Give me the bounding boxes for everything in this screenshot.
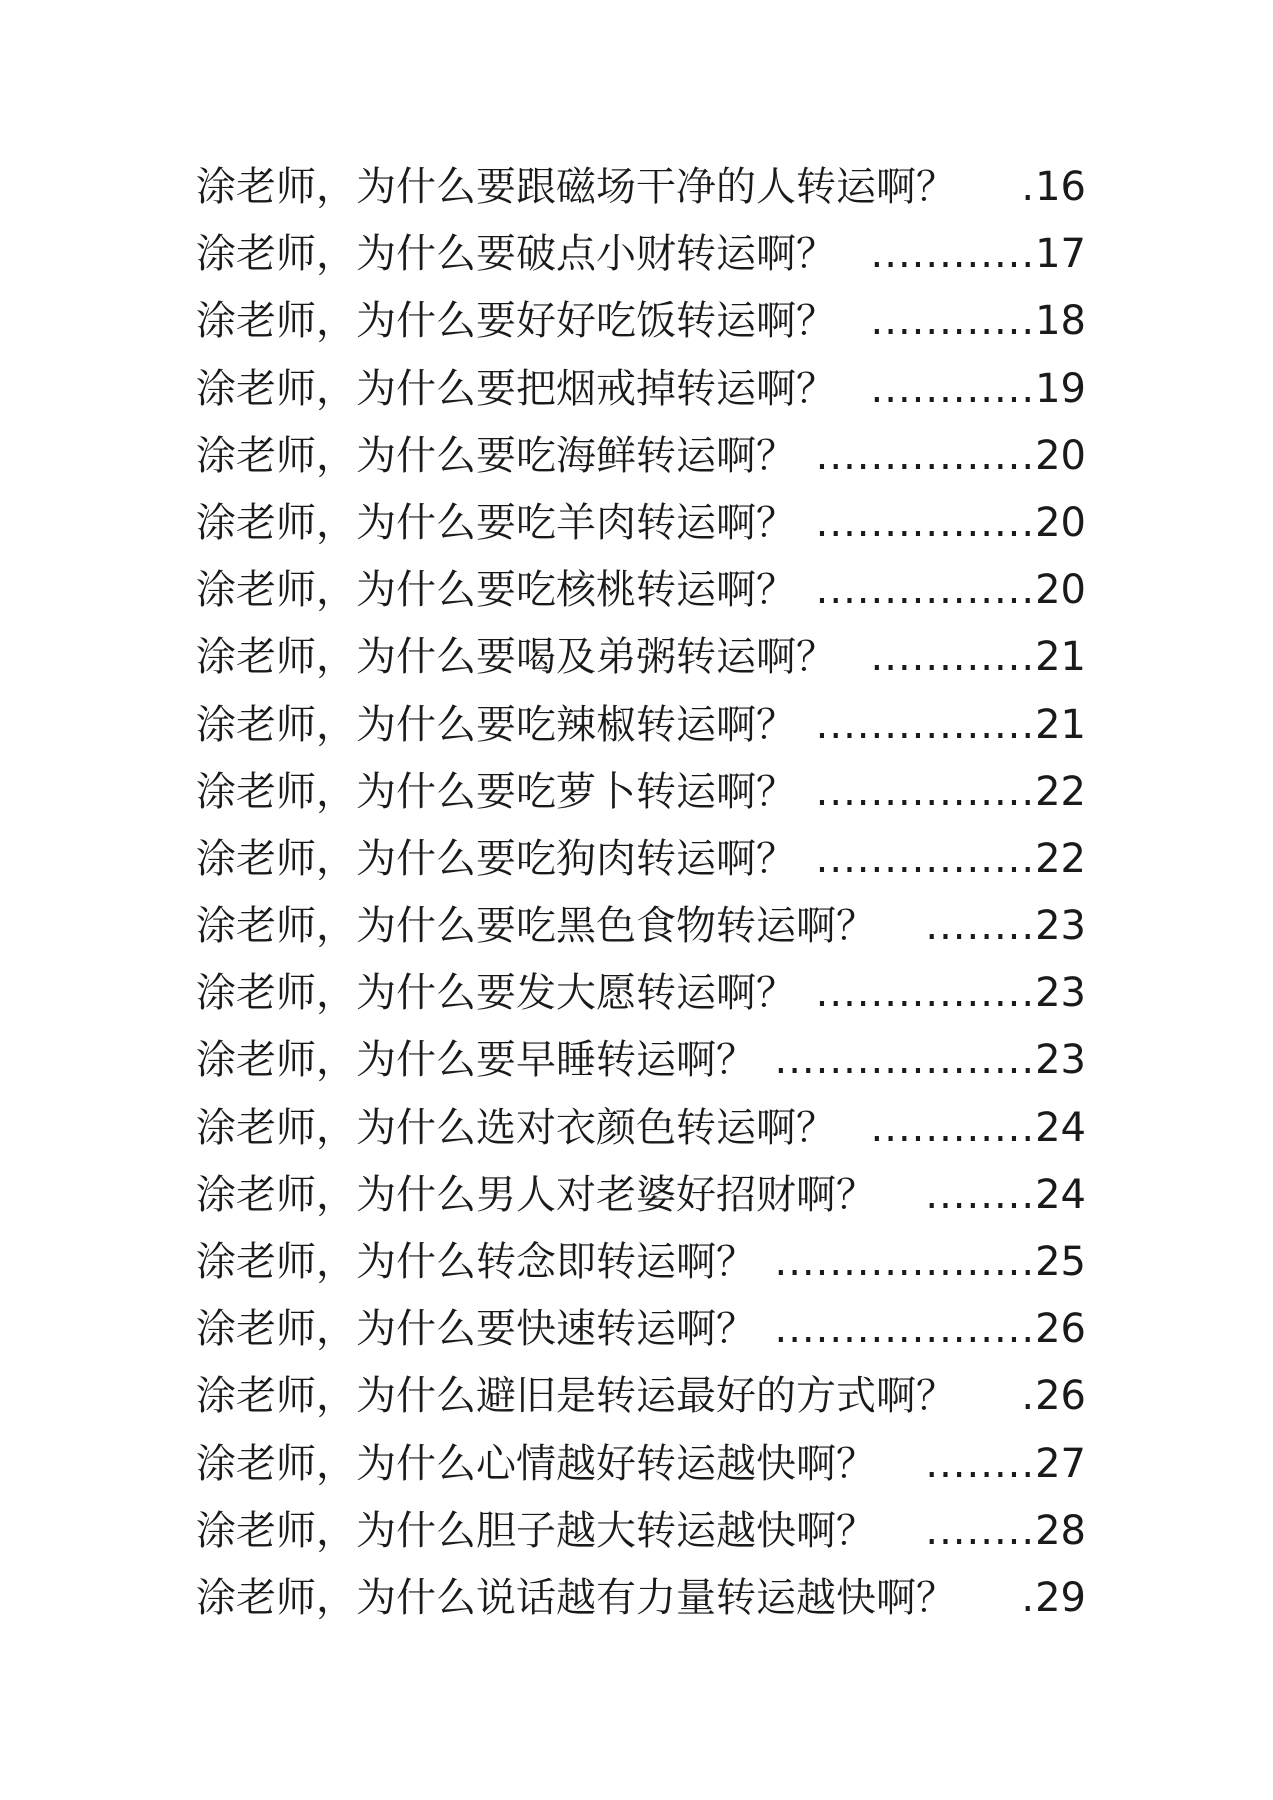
toc-entry-title: 涂老师，为什么要吃狗肉转运啊？ [196, 835, 796, 882]
toc-page-number: 23 [1035, 1037, 1086, 1084]
toc-entry-title: 涂老师，为什么要破点小财转运啊？ [196, 231, 836, 278]
toc-entry-title: 涂老师，为什么要好好吃饭转运啊？ [196, 298, 836, 345]
toc-entry[interactable] [196, 154, 1086, 221]
toc-dot-leader: ................... [774, 1037, 1036, 1084]
toc-entry-title: 涂老师，为什么要快速转运啊？ [196, 1306, 756, 1353]
toc-entry[interactable] [196, 1296, 1086, 1363]
toc-entry[interactable] [196, 692, 1086, 759]
toc-entry[interactable] [196, 356, 1086, 423]
toc-entry-title: 涂老师，为什么心情越好转运越快啊？ [196, 1440, 876, 1487]
toc-dot-leader: ................ [815, 970, 1036, 1017]
toc-dot-leader: ........ [925, 1171, 1036, 1218]
toc-entry-title: 涂老师，为什么要喝及弟粥转运啊？ [196, 634, 836, 681]
toc-page-number: 24 [1035, 1171, 1086, 1218]
toc-entry[interactable] [196, 1095, 1086, 1162]
toc-entry-title: 涂老师，为什么要吃萝卜转运啊？ [196, 768, 796, 815]
toc-dot-leader: ................ [815, 499, 1036, 546]
toc-page-number: 27 [1035, 1440, 1086, 1487]
toc-entry-title: 涂老师，为什么要吃海鲜转运啊？ [196, 432, 796, 479]
toc-dot-leader: ........ [925, 1507, 1036, 1554]
toc-dot-leader: ................... [774, 1306, 1036, 1353]
toc-dot-leader: ................ [815, 701, 1036, 748]
toc-entry-title: 涂老师，为什么胆子越大转运越快啊？ [196, 1507, 876, 1554]
toc-dot-leader: ................ [815, 432, 1036, 479]
toc-entry[interactable] [196, 624, 1086, 691]
toc-entry[interactable] [196, 557, 1086, 624]
toc-dot-leader: . [1021, 164, 1036, 210]
toc-page-number: 22 [1035, 835, 1086, 882]
toc-entry-title: 涂老师，为什么要发大愿转运啊？ [196, 970, 796, 1017]
toc-entry-title: 涂老师，为什么转念即转运啊？ [196, 1239, 756, 1285]
toc-entry[interactable] [196, 288, 1086, 355]
toc-entry-title: 涂老师，为什么要吃羊肉转运啊？ [196, 499, 796, 546]
toc-dot-leader: . [1021, 1574, 1036, 1621]
toc-entry[interactable] [196, 1565, 1086, 1632]
toc-entry-title: 涂老师，为什么要跟磁场干净的人转运啊？ [196, 164, 956, 210]
toc-page-number: 24 [1035, 1104, 1086, 1151]
toc-dot-leader: ............ [870, 298, 1036, 345]
toc-dot-leader: ............ [870, 634, 1036, 681]
toc-page-number: 26 [1035, 1373, 1086, 1420]
toc-entry-title: 涂老师，为什么要早睡转运啊？ [196, 1037, 756, 1084]
toc-page-number: 23 [1035, 970, 1086, 1017]
toc-entry[interactable] [196, 759, 1086, 826]
toc-entry[interactable] [196, 221, 1086, 288]
toc-entry[interactable] [196, 960, 1086, 1027]
toc-entry[interactable] [196, 1229, 1086, 1296]
toc-page-number: 17 [1035, 231, 1086, 278]
toc-dot-leader: ............ [870, 1104, 1036, 1151]
toc-page-number: 20 [1035, 499, 1086, 546]
toc-entry[interactable] [196, 423, 1086, 490]
toc-dot-leader: ............ [870, 231, 1036, 278]
toc-page-number: 21 [1035, 701, 1086, 748]
toc-entry[interactable] [196, 1498, 1086, 1565]
toc-entry[interactable] [196, 1027, 1086, 1094]
toc-dot-leader: ................ [815, 567, 1036, 614]
table-of-contents [196, 154, 1086, 1632]
toc-entry-title: 涂老师，为什么说话越有力量转运越快啊？ [196, 1574, 956, 1621]
toc-page-number: 20 [1035, 567, 1086, 614]
toc-page-number: 19 [1035, 365, 1086, 412]
toc-page-number: 20 [1035, 432, 1086, 479]
toc-dot-leader: ........ [925, 903, 1036, 950]
toc-page-number: 16 [1035, 164, 1086, 210]
toc-entry[interactable] [196, 826, 1086, 893]
toc-entry[interactable] [196, 893, 1086, 960]
toc-dot-leader: . [1021, 1373, 1036, 1420]
toc-entry[interactable] [196, 490, 1086, 557]
toc-page-number: 23 [1035, 903, 1086, 950]
toc-page-number: 29 [1035, 1574, 1086, 1621]
toc-entry[interactable] [196, 1431, 1086, 1498]
toc-page-number: 28 [1035, 1507, 1086, 1554]
toc-entry[interactable] [196, 1162, 1086, 1229]
toc-page-number: 21 [1035, 634, 1086, 681]
toc-entry-title: 涂老师，为什么要吃黑色食物转运啊？ [196, 903, 876, 950]
toc-entry-title: 涂老师，为什么避旧是转运最好的方式啊？ [196, 1373, 956, 1420]
toc-dot-leader: ................... [774, 1239, 1036, 1285]
toc-dot-leader: ................ [815, 835, 1036, 882]
toc-dot-leader: ............ [870, 365, 1036, 412]
toc-dot-leader: ........ [925, 1440, 1036, 1487]
toc-entry-title: 涂老师，为什么男人对老婆好招财啊？ [196, 1171, 876, 1218]
toc-entry-title: 涂老师，为什么要把烟戒掉转运啊？ [196, 365, 836, 412]
toc-entry-title: 涂老师，为什么要吃核桃转运啊？ [196, 567, 796, 614]
toc-entry-title: 涂老师，为什么选对衣颜色转运啊？ [196, 1104, 836, 1151]
toc-page-number: 26 [1035, 1306, 1086, 1353]
toc-page-number: 18 [1035, 298, 1086, 345]
toc-entry[interactable] [196, 1363, 1086, 1430]
toc-page-number: 22 [1035, 768, 1086, 815]
toc-entry-title: 涂老师，为什么要吃辣椒转运啊？ [196, 701, 796, 748]
toc-page-number: 25 [1035, 1239, 1086, 1285]
toc-dot-leader: ................ [815, 768, 1036, 815]
